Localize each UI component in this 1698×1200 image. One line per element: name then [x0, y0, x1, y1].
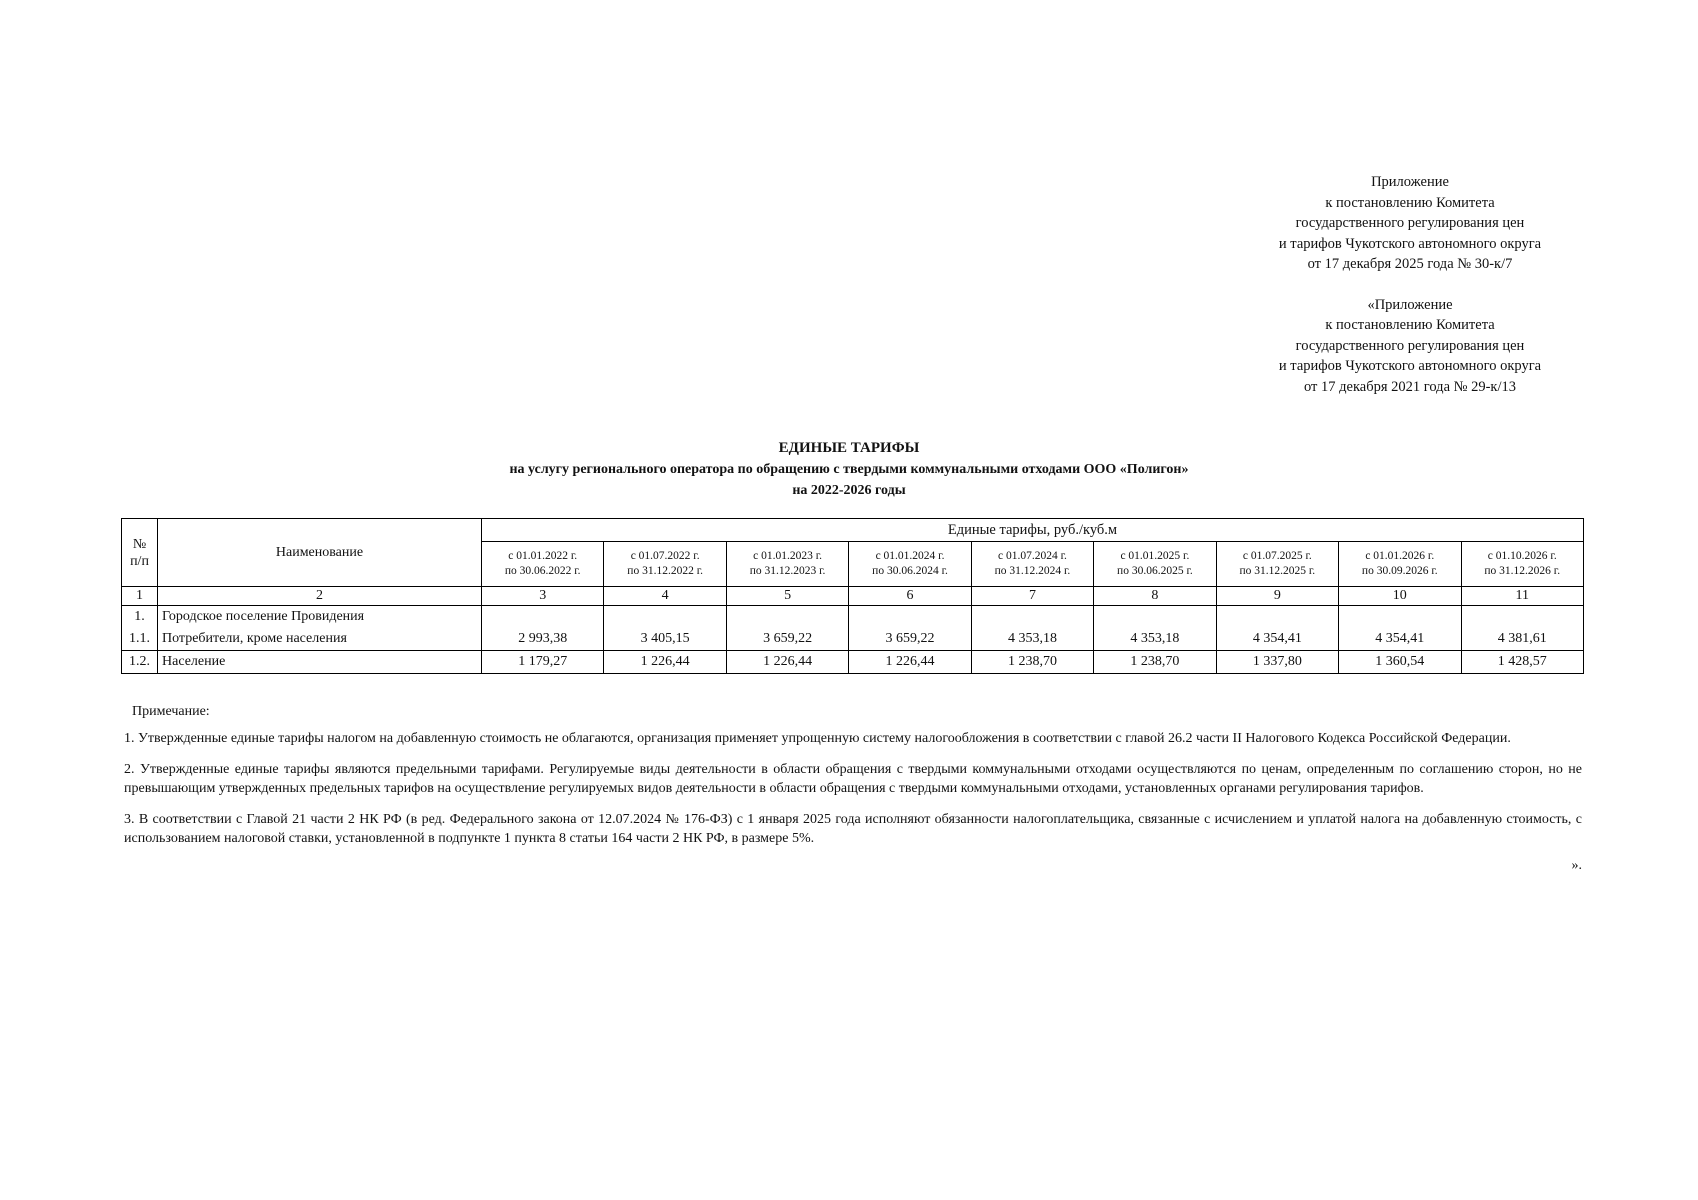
tariffs-table: [121, 518, 1584, 674]
appendix-line: государственного регулирования цен: [1295, 215, 1525, 231]
closing-quote: ».: [1571, 858, 1582, 873]
section-row: [122, 606, 1584, 629]
tariff-value: 1 226,44: [849, 651, 971, 674]
note-item: 1. Утвержденные единые тарифы налогом на добавленную стоимость не облагаются, организация применяет упрощенную систему налогообложения в соответствии с главой 26.2 части II Налогового Кодекса Российской Федерации.: [124, 731, 1511, 746]
appendix-line: от 17 декабря 2025 года № 30-к/7: [1307, 256, 1513, 272]
tariff-value: 1 238,70: [1094, 651, 1216, 674]
tariff-value: 1 238,70: [971, 651, 1093, 674]
column-index: 9: [1216, 587, 1338, 606]
empty-cell: [1094, 606, 1216, 629]
period-header: [482, 542, 604, 587]
period-to: по 30.06.2022 г.: [504, 565, 581, 577]
period-from: с 01.01.2026 г.: [1365, 550, 1435, 562]
period-to: по 31.12.2024 г.: [994, 565, 1071, 577]
period-from: с 01.01.2024 г.: [875, 550, 945, 562]
row-name: Население: [158, 651, 482, 674]
tariff-value: 4 381,61: [1461, 628, 1584, 651]
period-from: с 01.07.2024 г.: [998, 550, 1067, 562]
period-from: с 01.07.2022 г.: [630, 550, 700, 562]
section-name: Городское поселение Провидения: [158, 606, 482, 629]
period-header: [604, 542, 726, 587]
period-from: с 01.10.2026 г.: [1487, 550, 1557, 562]
col-header-number-line: п/п: [130, 553, 149, 569]
period-from: с 01.01.2023 г.: [753, 550, 823, 562]
period-header: [726, 542, 848, 587]
column-index: 8: [1094, 587, 1216, 606]
appendix-line: от 17 декабря 2021 года № 29-к/13: [1304, 378, 1516, 395]
column-index: 4: [604, 587, 726, 606]
tariff-value: 1 226,44: [726, 651, 848, 674]
appendix-line: к постановлению Комитета: [1325, 194, 1495, 211]
col-header-number-line: №: [132, 536, 147, 552]
period-from: с 01.01.2025 г.: [1120, 550, 1190, 562]
column-index: 5: [726, 587, 848, 606]
period-to: по 30.06.2025 г.: [1117, 565, 1193, 577]
row-number: 1.1.: [122, 628, 158, 651]
tariff-value: 4 353,18: [1094, 628, 1216, 651]
period-to: по 31.12.2022 г.: [627, 565, 703, 577]
appendix-line: и тарифов Чукотского автономного округа: [1278, 358, 1542, 374]
row-number: 1.2.: [122, 651, 158, 674]
empty-cell: [1339, 606, 1461, 629]
column-index: 7: [971, 587, 1093, 606]
period-to: по 30.06.2024 г.: [872, 565, 948, 577]
column-index: 3: [482, 587, 604, 606]
tariff-value: 4 353,18: [971, 628, 1093, 651]
empty-cell: [726, 606, 848, 629]
empty-cell: [604, 606, 726, 629]
notes-section: [124, 702, 1582, 875]
empty-cell: [849, 606, 971, 629]
period-from: с 01.01.2022 г.: [508, 550, 578, 562]
column-index: 11: [1461, 587, 1584, 606]
tariff-value: 3 659,22: [726, 628, 848, 651]
title-main: ЕДИНЫЕ ТАРИФЫ: [778, 440, 920, 456]
row-name: Потребители, кроме населения: [158, 628, 482, 651]
title-years: на 2022-2026 годы: [792, 483, 906, 498]
column-index: 1: [122, 587, 158, 606]
table-row: [122, 651, 1584, 674]
section-number: 1.: [122, 606, 158, 629]
period-to: по 31.12.2023 г.: [749, 565, 826, 577]
tariff-value: 4 354,41: [1216, 628, 1338, 651]
note-item: 3. В соответствии с Главой 21 части 2 НК РФ (в ред. Федерального закона от 12.07.2024 № 176-ФЗ) с 1 января 2025 года исполняют обязанности налогоплательщика, связанные с исчислением и уплатой налога на добавленную стоимость, с использованием налоговой ставки, установленной в подпункте 1 пункта 8 статьи 164 части 2 НК РФ, в размере 5%.: [124, 812, 1582, 846]
column-index-row: [122, 587, 1584, 606]
appendix-line: «Приложение: [1367, 296, 1453, 313]
period-header: [1339, 542, 1461, 587]
tariff-value: 1 360,54: [1339, 651, 1461, 674]
tariff-value: 3 405,15: [604, 628, 726, 651]
empty-cell: [1216, 606, 1338, 629]
col-header-number: [122, 519, 158, 587]
empty-cell: [971, 606, 1093, 629]
appendix-line: государственного регулирования цен: [1295, 337, 1525, 354]
col-header-name: Наименование: [158, 519, 482, 587]
spacer: [1240, 275, 1580, 295]
tariff-value: 2 993,38: [482, 628, 604, 651]
tariff-value: 1 337,80: [1216, 651, 1338, 674]
appendix-line: Приложение: [1371, 174, 1449, 190]
appendix-line: и тарифов Чукотского автономного округа: [1278, 235, 1542, 252]
period-from: с 01.07.2025 г.: [1242, 550, 1312, 562]
period-header: [971, 542, 1093, 587]
period-header: [1094, 542, 1216, 587]
period-to: по 31.12.2026 г.: [1484, 565, 1561, 577]
column-index: 6: [849, 587, 971, 606]
empty-cell: [1461, 606, 1584, 629]
note-item: 2. Утвержденные единые тарифы являются предельными тарифами. Регулируемые виды деятельности в области обращения с твердыми коммунальными отходами осуществляются по ценам, определенным по соглашению сторон, но не превышающим утвержденных предельных тарифов на осуществление регулируемых видов деятельности в области обращения с твердыми коммунальными отходами, установленных органами регулирования тарифов.: [124, 762, 1582, 796]
title-subtitle: на услугу регионального оператора по обращению с твердыми коммунальными отходами ООО «Полигон»: [509, 462, 1189, 477]
table-row: [122, 628, 1584, 651]
tariff-value: 1 428,57: [1461, 651, 1584, 674]
column-index: 10: [1339, 587, 1461, 606]
period-header: [1216, 542, 1338, 587]
appendix-line: к постановлению Комитета: [1325, 317, 1495, 333]
tariff-value: 3 659,22: [849, 628, 971, 651]
column-index: 2: [158, 587, 482, 606]
notes-title: Примечание:: [132, 704, 210, 719]
tariff-value: 1 179,27: [482, 651, 604, 674]
document-title: [0, 438, 1698, 501]
empty-cell: [482, 606, 604, 629]
period-to: по 30.09.2026 г.: [1361, 565, 1438, 577]
appendix-header: [1240, 172, 1580, 397]
period-header: [1461, 542, 1584, 587]
period-header: [849, 542, 971, 587]
period-to: по 31.12.2025 г.: [1239, 565, 1316, 577]
tariff-value: 1 226,44: [604, 651, 726, 674]
col-group-header: Единые тарифы, руб./куб.м: [482, 519, 1584, 542]
tariff-value: 4 354,41: [1339, 628, 1461, 651]
